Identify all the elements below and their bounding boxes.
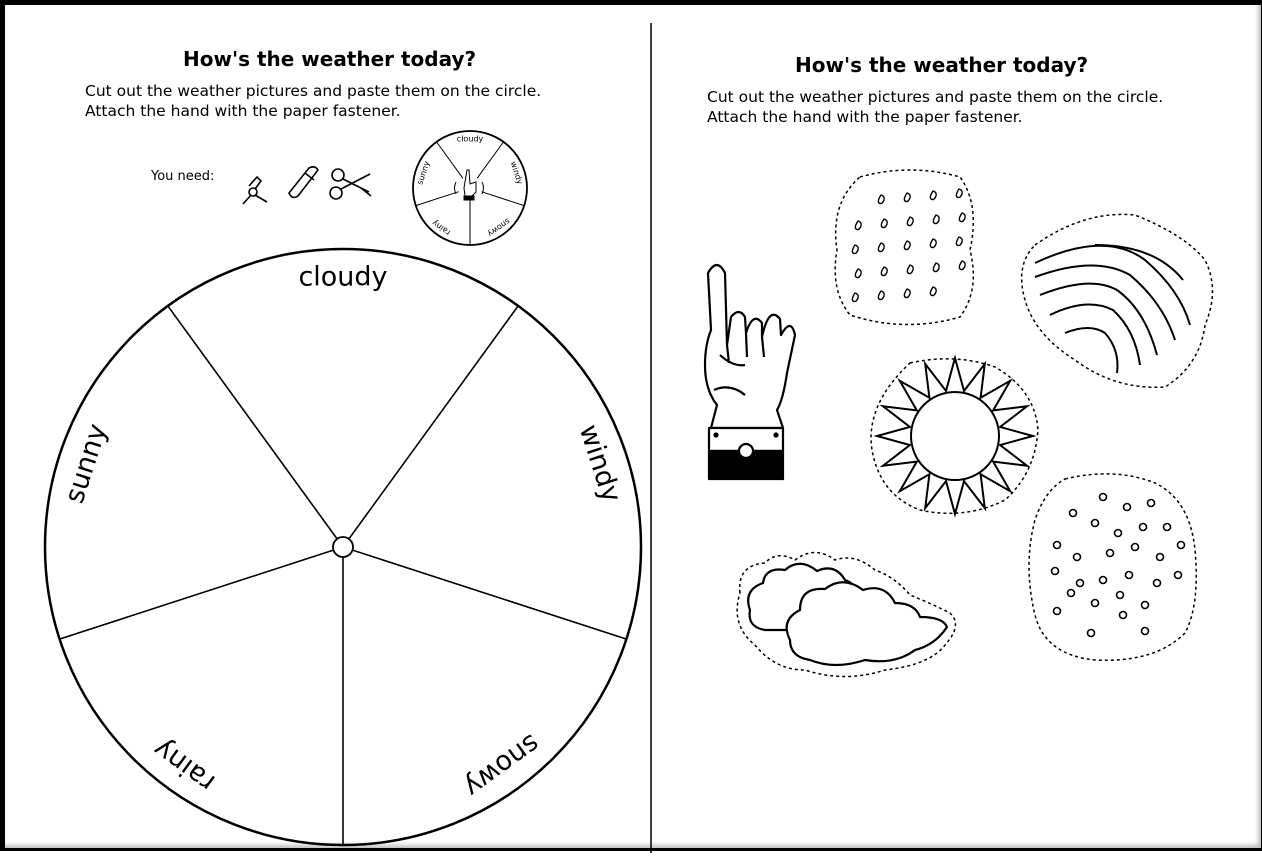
snow-dot: [1126, 572, 1133, 579]
wheel-divider-line: [343, 547, 626, 639]
paper-fastener-icon: [243, 177, 267, 204]
rain-drop: [907, 265, 913, 274]
preview-label-sunny: sunny: [415, 159, 432, 186]
snow-dot: [1088, 630, 1095, 637]
sun-cutout: [871, 358, 1038, 514]
wheel-divider-line: [343, 306, 518, 547]
snow-dot: [1052, 568, 1059, 575]
glue-stick-icon: [289, 167, 318, 198]
rain-drop: [930, 239, 936, 248]
rain-drop: [930, 191, 936, 200]
rain-drop: [852, 293, 858, 302]
wheel-divider-line: [60, 547, 343, 639]
rain-drop: [956, 189, 962, 198]
worksheet-drawing: [5, 5, 1262, 856]
wheel-center-hole: [333, 537, 353, 557]
preview-label-windy: windy: [508, 160, 525, 186]
rain-drop: [878, 291, 884, 300]
rain-drop: [878, 243, 884, 252]
rain-drop: [881, 219, 887, 228]
snow-dot: [1115, 530, 1122, 537]
left-instruction-line-2: Attach the hand with the paper fastener.: [85, 102, 401, 120]
snow-cutout: [1029, 474, 1196, 660]
wind-cutout: [1022, 214, 1213, 387]
you-need-label: You need:: [151, 169, 215, 184]
snow-dot: [1070, 510, 1077, 517]
preview-wheel: [413, 131, 527, 245]
scissors-icon: [330, 169, 371, 199]
snow-dot: [1054, 542, 1061, 549]
snow-dot: [1154, 580, 1161, 587]
snow-dot: [1142, 628, 1149, 635]
rain-drop: [933, 263, 939, 272]
hand-pointer-cutout: [705, 265, 795, 479]
snow-dot: [1140, 524, 1147, 531]
snow-dot: [1175, 572, 1182, 579]
snow-dot: [1132, 544, 1139, 551]
rain-drop: [904, 241, 910, 250]
rain-drop: [855, 269, 861, 278]
snow-dot: [1178, 542, 1185, 549]
rain-drop: [959, 261, 965, 270]
snow-dot: [1107, 550, 1114, 557]
wheel-label-sunny: sunny: [58, 420, 114, 508]
wheel-label-cloudy: cloudy: [298, 261, 388, 293]
rain-drop: [904, 193, 910, 202]
wheel-label-windy: windy: [572, 420, 627, 507]
rain-drop: [930, 287, 936, 296]
cloud-cutout: [737, 553, 955, 677]
snow-dot: [1068, 590, 1075, 597]
rain-drop: [855, 221, 861, 230]
right-page-title: How's the weather today?: [795, 53, 1089, 77]
preview-label-rainy: rainy: [430, 218, 453, 238]
snow-dot: [1092, 600, 1099, 607]
snow-dot: [1100, 494, 1107, 501]
rain-drop: [904, 289, 910, 298]
wheel-label-rainy: rainy: [147, 732, 222, 799]
snow-dot: [1054, 608, 1061, 615]
right-instruction-line-1: Cut out the weather pictures and paste them on the circle.: [707, 88, 1164, 106]
snow-dot: [1124, 504, 1131, 511]
snow-dot: [1074, 554, 1081, 561]
snow-dot: [1117, 592, 1124, 599]
snow-dot: [1077, 580, 1084, 587]
wheel-divider-line: [168, 306, 343, 547]
wheel-label-snowy: snowy: [457, 727, 546, 804]
snow-dot: [1100, 577, 1107, 584]
rain-drop: [956, 237, 962, 246]
preview-label-cloudy: cloudy: [456, 134, 484, 144]
snow-dot: [1092, 520, 1099, 527]
rain-drop: [852, 245, 858, 254]
rain-drop: [959, 213, 965, 222]
left-instruction-line-1: Cut out the weather pictures and paste them on the circle.: [85, 82, 542, 100]
rain-drop: [878, 195, 884, 204]
left-page-title: How's the weather today?: [183, 47, 477, 71]
snow-dot: [1120, 612, 1127, 619]
rain-drop: [881, 267, 887, 276]
rain-drop: [907, 217, 913, 226]
rain-cutout: [835, 170, 973, 325]
weather-wheel: [45, 249, 641, 845]
rain-drop: [933, 215, 939, 224]
snow-dot: [1142, 602, 1149, 609]
snow-dot: [1164, 524, 1171, 531]
preview-label-snowy: snowy: [485, 216, 512, 239]
snow-dot: [1157, 554, 1164, 561]
right-instruction-line-2: Attach the hand with the paper fastener.: [707, 108, 1023, 126]
snow-dot: [1148, 500, 1155, 507]
